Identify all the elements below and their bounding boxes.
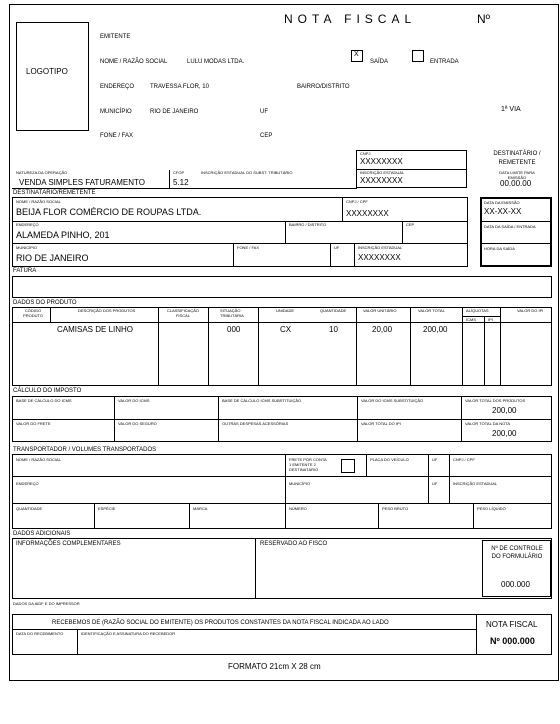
valor-subst-label: VALOR DO ICMS SUBSTITUIÇÃO (361, 398, 424, 403)
produtos-section-title: DADOS DO PRODUTO (13, 300, 77, 306)
transp-qtd-label: QUANTIDADE (16, 506, 43, 511)
transp-numero-label: NÚMERO (289, 506, 307, 511)
fatura-box (12, 276, 552, 298)
reservado-fisco-label: RESERVADO AO FISCO (260, 541, 328, 547)
col-ipi: IPI (488, 317, 493, 322)
valor-produtos-label: VALOR TOTAL DOS PRODUTOS (465, 398, 526, 403)
data-emissao-label: DATA DA EMISSÃO (484, 200, 520, 205)
formato-label: FORMATO 21cm X 28 cm (228, 662, 321, 671)
seguro-label: VALOR DO SEGURO (118, 421, 157, 426)
fatura-section-title: FATURA (13, 268, 37, 274)
frete-label: VALOR DO FRETE (16, 421, 51, 426)
hora-saida-label: HORA DA SAÍDA (484, 246, 515, 251)
logo-placeholder: LOGOTIPO (26, 67, 68, 76)
dest-phone-label: FONE / FAX (237, 245, 260, 250)
imposto-section-title: CÁLCULO DO IMPOSTO (13, 388, 82, 394)
base-icms-label: BASE DE CÁLCULO DO ICMS (16, 398, 72, 403)
emitente-address-label: ENDEREÇO (100, 84, 135, 90)
total-nota-value: 200,00 (492, 429, 517, 438)
frete-checkbox[interactable] (341, 459, 355, 473)
natureza-value: VENDA SIMPLES FATURAMENTO (19, 178, 145, 187)
entrada-checkbox[interactable] (412, 50, 424, 62)
item-total: 200,00 (423, 325, 448, 334)
col-icms: ICMS (466, 317, 476, 322)
dest-city-value: RIO DE JANEIRO (16, 253, 89, 263)
emitente-cep-label: CEP (260, 133, 273, 139)
transp-address-label: ENDEREÇO (16, 481, 39, 486)
dest-address-value: ALAMEDA PINHO, 201 (16, 230, 110, 240)
base-subst-label: BASE DE CÁLCULO ICMS SUBSTITUIÇÃO (222, 398, 302, 403)
transp-marca-label: MARCA (193, 506, 208, 511)
dest-ie-label: INSCRIÇÃO ESTADUAL (358, 245, 403, 250)
canhoto-ident-label: IDENTIFICAÇÃO E ASSINATURA DO RECEBEDOR (81, 631, 176, 636)
via-label: 1ª VIA (501, 106, 521, 113)
data-saida-label: DATA DA SAÍDA / ENTRADA (484, 224, 536, 229)
transp-ie-label: INSCRIÇÃO ESTADUAL (453, 481, 498, 486)
col-total: VALOR TOTAL (418, 308, 445, 313)
col-codigo: CÓDIGO PRODUTO (23, 308, 43, 318)
col-quantidade: QUANTIDADE (320, 308, 347, 313)
transportador-box (12, 454, 552, 529)
form-title: NOTA FISCAL (284, 12, 417, 26)
item-situacao: 000 (227, 325, 241, 334)
data-emissao-value: XX-XX-XX (484, 207, 522, 216)
valor-produtos-value: 200,00 (492, 406, 517, 415)
emitente-address-value: TRAVESSA FLOR, 10 (150, 84, 209, 90)
adicionais-section-title: DADOS ADICIONAIS (13, 531, 71, 537)
canhoto-texto: RECEBEMOS DE (RAZÃO SOCIAL DO EMITENTE) OS PRODUTOS CONSTANTES DA NOTA FISCAL INDICADA AO LADO (52, 620, 389, 626)
destinatario-section-title: DESTINATÁRIO/REMETENTE (13, 190, 96, 196)
transp-city-label: MUNICÍPIO (289, 481, 311, 486)
item-unidade: CX (280, 325, 292, 334)
transp-uf-label: UF (432, 457, 438, 462)
adicionais-box (12, 538, 552, 599)
item-quantidade: 10 (329, 325, 338, 334)
emitente-name-value: LULU MODAS LTDA. (187, 59, 245, 65)
transp-cnpj-label: CNPJ / CPF (453, 457, 475, 462)
total-ipi-label: VALOR TOTAL DO IPI (361, 421, 401, 426)
emitente-label: EMITENTE (100, 34, 131, 40)
transp-peso-bruto-label: PESO BRUTO (382, 506, 409, 511)
valor-icms-label: VALOR DO ICMS (118, 398, 150, 403)
transp-peso-liquido-label: PESO LÍQUIDO (477, 506, 506, 511)
saida-check-mark: X (354, 51, 359, 58)
dest-name-value: BEIJA FLOR COMÉRCIO DE ROUPAS LTDA. (16, 207, 202, 217)
emitente-uf-label: UF (260, 109, 268, 115)
transp-placa-label: PLACA DO VEÍCULO (370, 457, 409, 462)
col-valor-ipi: VALOR DO IPI (517, 308, 544, 313)
dest-cnpj-value: XXXXXXXX (346, 209, 389, 218)
natureza-label: NATUREZA DA OPERAÇÃO (16, 170, 68, 175)
emitente-city-label: MUNICÍPIO (100, 109, 132, 115)
cfop-label: CFOP (173, 170, 185, 175)
ie-label: INSCRIÇÃO ESTADUAL (360, 170, 405, 175)
dest-name-label: NOME / RAZÃO SOCIAL (16, 199, 61, 204)
dest-ie-value: XXXXXXXX (358, 253, 401, 262)
data-limite-value: 00.00.00 (500, 179, 532, 188)
col-classificacao: CLASSIFICAÇÃO FISCAL (166, 308, 199, 318)
controle-value: 000.000 (501, 580, 530, 589)
dest-bairro-label: BAIRRO / DISTRITO (289, 222, 327, 227)
transp-especie-label: ESPÉCIE (98, 506, 116, 511)
transp-uf2-label: UF (432, 481, 438, 486)
entrada-label: ENTRADA (430, 59, 459, 65)
transportador-section-title: TRANSPORTADOR / VOLUMES TRANSPORTADOS (13, 447, 157, 453)
col-unidade: UNIDADE (276, 308, 295, 313)
emitente-city-value: RIO DE JANEIRO (150, 109, 199, 115)
cnpj-value: XXXXXXXX (360, 157, 403, 166)
ie-subst-label: INSCRIÇÃO ESTADUAL DO SUBST. TRIBUTÁRIO (201, 170, 293, 175)
cfop-value: 5.12 (173, 178, 189, 187)
item-unitario: 20,00 (372, 325, 393, 334)
info-complementares-label: INFORMAÇÕES COMPLEMENTARES (16, 541, 121, 547)
total-nota-label: VALOR TOTAL DA NOTA (465, 421, 511, 426)
dest-city-label: MUNICÍPIO (16, 245, 38, 250)
number-label: Nº (477, 12, 491, 26)
dest-rem-title (487, 150, 547, 168)
emitente-bairro-label: BAIRRO/DISTRITO (297, 84, 350, 90)
canhoto-data-label: DATA DO RECEBIMENTO (16, 631, 64, 636)
col-situacao: SITUAÇÃO TRIBUTÁRIA (220, 308, 244, 318)
dest-cnpj-label: CNPJ / CPF (346, 199, 368, 204)
cnpj-label: CNPJ (360, 151, 371, 156)
data-limite-label: DATA LIMITE PARA EMISSÃO (499, 170, 535, 180)
transp-frete-label: FRETE POR CONTA 1 EMITENTE 2 DESTINATÁRIO (289, 457, 327, 472)
canhoto-nf-number: Nº 000.000 (490, 636, 535, 646)
col-unitario: VALOR UNITÁRIO (363, 308, 397, 313)
item-descricao: CAMISAS DE LINHO (57, 325, 134, 334)
dest-uf-label: UF (334, 245, 340, 250)
aidf-label: DADOS DA AIDF E DO IMPRESSOR (13, 601, 80, 606)
emitente-phone-label: FONE / FAX (100, 133, 134, 139)
dest-address-label: ENDEREÇO (16, 222, 39, 227)
saida-label: SAÍDA (370, 59, 389, 65)
controle-label: Nº DE CONTROLE DO FORMULÁRIO (491, 546, 543, 560)
ie-value: XXXXXXXX (360, 176, 403, 185)
transp-name-label: NOME / RAZÃO SOCIAL (16, 457, 61, 462)
canhoto-nf-label: NOTA FISCAL (486, 620, 538, 629)
dest-cep-label: CEP (406, 222, 415, 227)
dest-rem-text: DESTINATÁRIO / REMETENTE (493, 151, 541, 166)
logo-box (16, 22, 89, 131)
outras-label: OUTRAS DESPESAS ACESSÓRIAS (222, 421, 289, 426)
col-descricao: DESCRIÇÃO DOS PRODUTOS (78, 308, 136, 313)
col-aliquotas: ALÍQUOTAS (466, 308, 489, 313)
emitente-name-label: NOME / RAZÃO SOCIAL (100, 59, 168, 65)
